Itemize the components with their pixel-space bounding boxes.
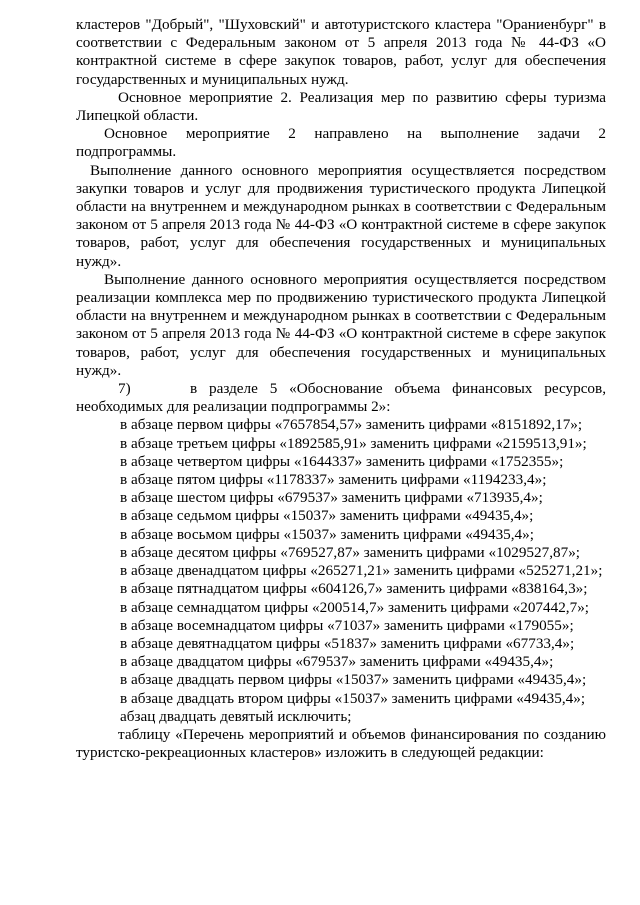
item-7-paragraph: 7) в разделе 5 «Обоснование объема финансовых ресурсов, необходимых для реализации подпрограммы 2»: (76, 380, 610, 416)
replacement-line: в абзаце двенадцатом цифры «265271,21» заменить цифрами «525271,21»; (120, 562, 603, 580)
replacement-line: в абзаце восьмом цифры «15037» заменить цифрами «49435,4»; (120, 525, 534, 543)
replacement-line: в абзаце двадцать первом цифры «15037» заменить цифрами «49435,4»; (120, 671, 587, 689)
delete-paragraph-line: абзац двадцать девятый исключить; (120, 707, 352, 725)
replacement-line: в абзаце десятом цифры «769527,87» заменить цифрами «1029527,87»; (120, 543, 581, 561)
replacement-line: в абзаце первом цифры «7657854,57» заменить цифрами «8151892,17»; (120, 416, 583, 434)
replacement-line: в абзаце девятнадцатом цифры «51837» заменить цифрами «67733,4»; (120, 634, 575, 652)
replacement-line: в абзаце третьем цифры «1892585,91» заменить цифрами «2159513,91»; (120, 434, 587, 452)
replacement-line: в абзаце пятнадцатом цифры «604126,7» заменить цифрами «838164,3»; (120, 580, 588, 598)
replacement-line: в абзаце шестом цифры «679537» заменить цифрами «713935,4»; (120, 489, 543, 507)
replacement-line: в абзаце пятом цифры «1178337» заменить цифрами «1194233,4»; (120, 471, 547, 489)
replacement-line: в абзаце двадцатом цифры «679537» заменить цифрами «49435,4»; (120, 653, 554, 671)
intro-paragraph: кластеров "Добрый", "Шуховский" и автотуристского кластера "Ораниенбург" в соответствии с Федеральным законом от 5 апреля 2013 года № 44-ФЗ «О контрактной системе в сфере закупок товаров, работ, услуг для обеспечения государственных и муниципальных нужд. (76, 16, 606, 88)
table-redaction-paragraph: таблицу «Перечень мероприятий и объемов финансирования по созданию туристско-рекреационных кластеров» изложить в следующей редакции: (76, 725, 606, 762)
replacement-line: в абзаце восемнадцатом цифры «71037» заменить цифрами «179055»; (120, 616, 574, 634)
replacement-list (76, 416, 606, 707)
event2-execution-paragraph-2: Выполнение данного основного мероприятия осуществляется посредством реализации комплекса мер по продвижению туристического продукта Липецкой области на внутреннем и международном рынках в соответствии с Федеральным законом от 5 апреля 2013 года № 44-ФЗ «О контрактной системе в сфере закупок товаров, работ, услуг для обеспечения государственных и муниципальных нужд». (76, 270, 606, 379)
event2-title: Основное мероприятие 2. Реализация мер по развитию сферы туризма Липецкой области. (76, 88, 606, 125)
replacement-line: в абзаце двадцать втором цифры «15037» заменить цифрами «49435,4»; (120, 689, 586, 707)
replacement-line: в абзаце седьмом цифры «15037» заменить цифрами «49435,4»; (120, 507, 534, 525)
event2-execution-paragraph-1: Выполнение данного основного мероприятия осуществляется посредством закупки товаров и услуг для продвижения туристического продукта Липецкой области на внутреннем и международном рынках в соответствии с Федеральным законом от 5 апреля 2013 года № 44-ФЗ «О контрактной системе в сфере закупок товаров, работ, услуг для обеспечения государственных и муниципальных нужд». (76, 161, 606, 270)
document-page (76, 16, 610, 762)
replacement-line: в абзаце семнадцатом цифры «200514,7» заменить цифрами «207442,7»; (120, 598, 590, 616)
event2-task: Основное мероприятие 2 направлено на выполнение задачи 2 подпрограммы. (76, 125, 606, 161)
replacement-line: в абзаце четвертом цифры «1644337» заменить цифрами «1752355»; (120, 452, 564, 470)
